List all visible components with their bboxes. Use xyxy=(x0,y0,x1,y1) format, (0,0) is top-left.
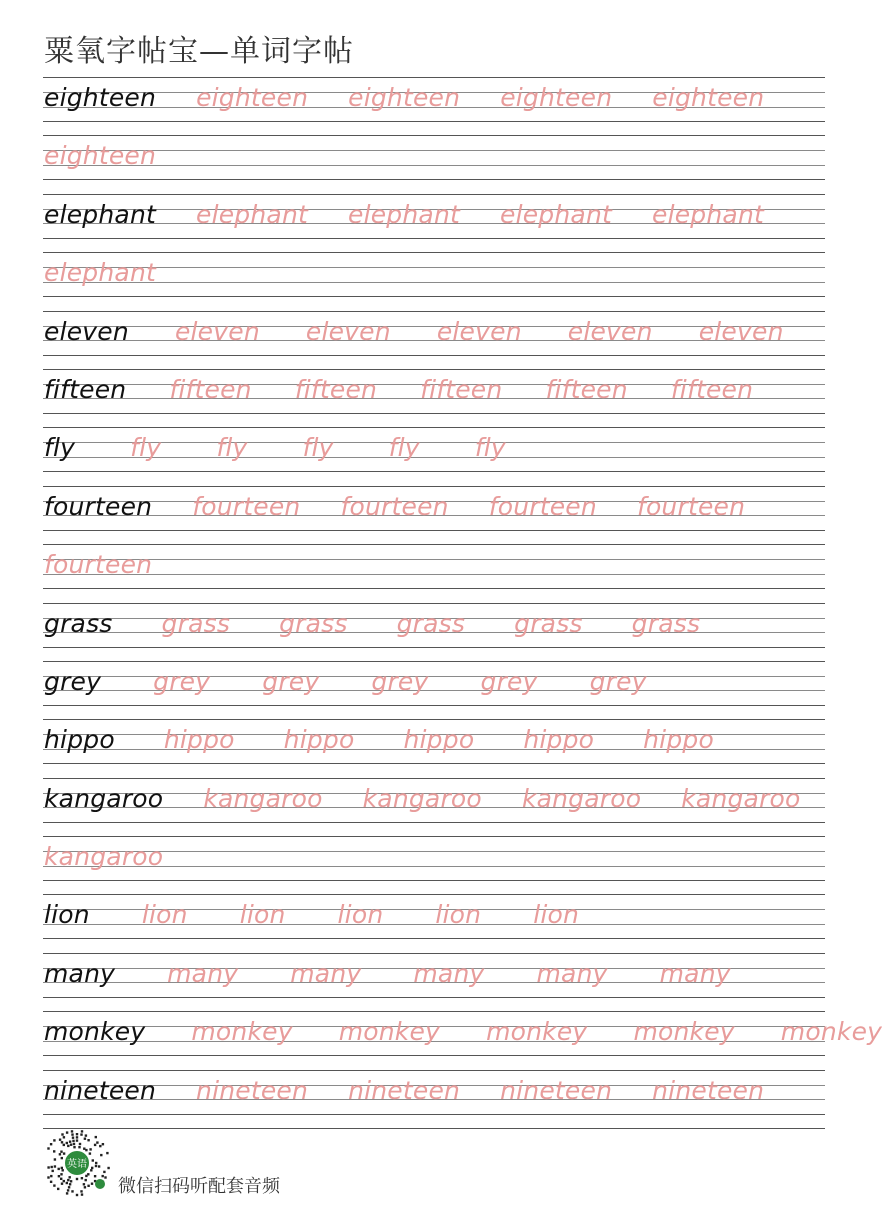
practice-row xyxy=(43,778,825,836)
trace-word: hippo xyxy=(523,725,595,755)
trace-word: many xyxy=(290,958,362,988)
ruled-line xyxy=(43,719,825,720)
trace-word: fourteen xyxy=(488,491,597,521)
trace-word: eighteen xyxy=(652,83,765,112)
ruled-line xyxy=(43,427,825,428)
ruled-line xyxy=(43,544,825,545)
row-words xyxy=(44,958,731,990)
ruled-line xyxy=(43,311,825,312)
ruled-line xyxy=(43,574,825,575)
trace-word: monkey xyxy=(338,1017,441,1047)
model-word: nineteen xyxy=(44,1075,157,1105)
trace-word: grass xyxy=(279,608,348,638)
trace-word: lion xyxy=(239,900,286,930)
practice-row xyxy=(43,311,825,369)
practice-row xyxy=(43,427,825,485)
trace-word: eleven xyxy=(436,316,522,346)
ruled-line xyxy=(43,997,825,998)
row-words xyxy=(44,783,801,815)
ruled-line xyxy=(43,369,825,370)
ruled-line xyxy=(43,486,825,487)
ruled-line xyxy=(43,661,825,662)
page-title: 粟氧字帖宝—单词字帖 xyxy=(44,34,354,69)
ruled-line xyxy=(43,705,825,706)
model-word: eighteen xyxy=(44,83,157,112)
trace-word: grass xyxy=(514,608,583,638)
trace-word: nineteen xyxy=(652,1075,765,1105)
trace-word: kangaroo xyxy=(362,783,482,813)
trace-word: grey xyxy=(153,666,211,696)
trace-word: fifteen xyxy=(420,374,503,404)
ruled-line xyxy=(43,778,825,779)
ruled-line xyxy=(43,894,825,895)
trace-word: lion xyxy=(141,900,188,930)
ruled-line xyxy=(43,763,825,764)
practice-row xyxy=(43,1011,882,1069)
trace-word: hippo xyxy=(403,725,475,755)
trace-word: eighteen xyxy=(500,83,613,112)
trace-word: elephant xyxy=(652,199,764,229)
trace-word: fly xyxy=(216,433,248,463)
practice-row xyxy=(43,719,825,777)
trace-word: hippo xyxy=(163,725,235,755)
trace-word: hippo xyxy=(643,725,714,755)
ruled-line xyxy=(43,603,825,604)
footer-text: 微信扫码听配套音频 xyxy=(118,1176,280,1197)
model-word: grey xyxy=(44,666,102,696)
trace-word: fourteen xyxy=(44,550,153,580)
ruled-line xyxy=(43,471,825,472)
ruled-line xyxy=(43,150,825,151)
trace-word: monkey xyxy=(633,1017,735,1047)
trace-word: grass xyxy=(631,608,701,638)
trace-word: fourteen xyxy=(340,491,449,521)
trace-word: fifteen xyxy=(294,374,378,404)
ruled-line xyxy=(43,1055,825,1056)
model-word: lion xyxy=(44,900,90,930)
ruled-line xyxy=(43,77,825,78)
trace-word: many xyxy=(536,958,608,988)
row-words xyxy=(44,1075,764,1107)
trace-word: fifteen xyxy=(545,374,628,404)
ruled-line xyxy=(43,953,825,954)
row-words xyxy=(44,491,745,523)
trace-word: grey xyxy=(589,666,647,696)
trace-word: grey xyxy=(480,666,538,696)
practice-row xyxy=(43,1070,825,1128)
trace-word: grey xyxy=(371,666,429,696)
trace-word: fly xyxy=(130,433,162,463)
practice-row xyxy=(43,135,825,193)
trace-word: elephant xyxy=(44,258,156,288)
row-words xyxy=(44,666,647,698)
row-words xyxy=(44,899,579,931)
practice-row xyxy=(43,486,825,544)
trace-word: many xyxy=(659,958,731,988)
ruled-line xyxy=(43,194,825,195)
ruled-line xyxy=(43,121,825,122)
practice-row xyxy=(43,661,825,719)
trace-word: lion xyxy=(337,900,384,930)
row-words xyxy=(44,257,156,289)
trace-word: lion xyxy=(435,900,482,930)
row-words xyxy=(44,316,784,348)
model-word: eleven xyxy=(44,316,129,346)
trace-word: elephant xyxy=(196,199,308,229)
ruled-line xyxy=(43,1070,825,1071)
trace-word: nineteen xyxy=(348,1075,461,1105)
trace-word: fifteen xyxy=(670,374,754,404)
model-word: kangaroo xyxy=(44,783,164,813)
trace-word: monkey xyxy=(191,1017,293,1047)
trace-word: eighteen xyxy=(44,141,157,171)
practice-row xyxy=(43,544,825,602)
trace-word: many xyxy=(413,958,485,988)
trace-word: fly xyxy=(302,433,334,463)
trace-word: grass xyxy=(161,608,231,638)
practice-row xyxy=(43,369,825,427)
trace-word: elephant xyxy=(348,199,460,229)
model-word: monkey xyxy=(44,1017,146,1047)
ruled-line xyxy=(43,1011,825,1012)
row-words xyxy=(44,608,700,640)
trace-word: monkey xyxy=(780,1017,882,1047)
trace-word: nineteen xyxy=(500,1075,613,1105)
practice-row xyxy=(43,836,825,894)
trace-word: many xyxy=(167,958,239,988)
ruled-line xyxy=(43,165,825,166)
practice-row xyxy=(43,894,825,952)
trace-word: fifteen xyxy=(169,374,252,404)
row-words xyxy=(44,724,714,756)
footer xyxy=(42,1128,462,1200)
ruled-line xyxy=(43,822,825,823)
trace-word: eighteen xyxy=(348,83,461,112)
row-words xyxy=(44,374,753,406)
ruled-line xyxy=(43,647,825,648)
trace-word: kangaroo xyxy=(681,783,801,813)
trace-word: lion xyxy=(533,900,580,930)
trace-word: eighteen xyxy=(196,83,309,112)
practice-row xyxy=(43,77,825,135)
model-word: fourteen xyxy=(44,491,153,521)
ruled-line xyxy=(43,179,825,180)
practice-row xyxy=(43,953,825,1011)
trace-word: eleven xyxy=(305,316,391,346)
ruled-line xyxy=(43,355,825,356)
practice-row xyxy=(43,194,825,252)
row-words xyxy=(44,82,764,114)
trace-word: kangaroo xyxy=(44,842,164,872)
ruled-line xyxy=(43,238,825,239)
trace-word: eleven xyxy=(174,316,260,346)
trace-word: kangaroo xyxy=(521,783,642,813)
trace-word: fourteen xyxy=(636,491,746,521)
practice-row xyxy=(43,603,825,661)
trace-word: elephant xyxy=(500,199,612,229)
row-words xyxy=(44,199,764,231)
trace-word: nineteen xyxy=(196,1075,309,1105)
trace-word: grey xyxy=(262,666,320,696)
trace-word: fly xyxy=(474,433,506,463)
model-word: hippo xyxy=(44,725,115,755)
ruled-line xyxy=(43,1114,825,1115)
practice-rows xyxy=(43,77,882,1128)
model-word: grass xyxy=(44,608,113,638)
ruled-line xyxy=(43,588,825,589)
model-word: fly xyxy=(44,433,76,463)
ruled-line xyxy=(43,252,825,253)
row-words xyxy=(44,140,156,172)
row-words xyxy=(44,1016,882,1048)
ruled-line xyxy=(43,135,825,136)
ruled-line xyxy=(43,836,825,837)
trace-word: grass xyxy=(396,608,466,638)
trace-word: eleven xyxy=(567,316,653,346)
trace-word: kangaroo xyxy=(203,783,323,813)
ruled-line xyxy=(43,296,825,297)
model-word: elephant xyxy=(44,199,156,229)
ruled-line xyxy=(43,559,825,560)
trace-word: fourteen xyxy=(192,491,301,521)
practice-row xyxy=(43,252,825,310)
row-words xyxy=(44,432,506,464)
model-word: fifteen xyxy=(44,374,127,404)
trace-word: monkey xyxy=(486,1017,588,1047)
trace-word: eleven xyxy=(698,316,784,346)
ruled-line xyxy=(43,282,825,283)
row-words xyxy=(44,841,163,873)
trace-word: fly xyxy=(388,433,420,463)
model-word: many xyxy=(44,958,116,988)
ruled-line xyxy=(43,413,825,414)
qr-badge-label: 英语 xyxy=(67,1159,87,1170)
row-words xyxy=(44,549,152,581)
ruled-line xyxy=(43,880,825,881)
trace-word: hippo xyxy=(283,725,355,755)
ruled-line xyxy=(43,530,825,531)
qr-code-icon[interactable] xyxy=(42,1128,112,1198)
ruled-line xyxy=(43,938,825,939)
ruled-line xyxy=(43,267,825,268)
